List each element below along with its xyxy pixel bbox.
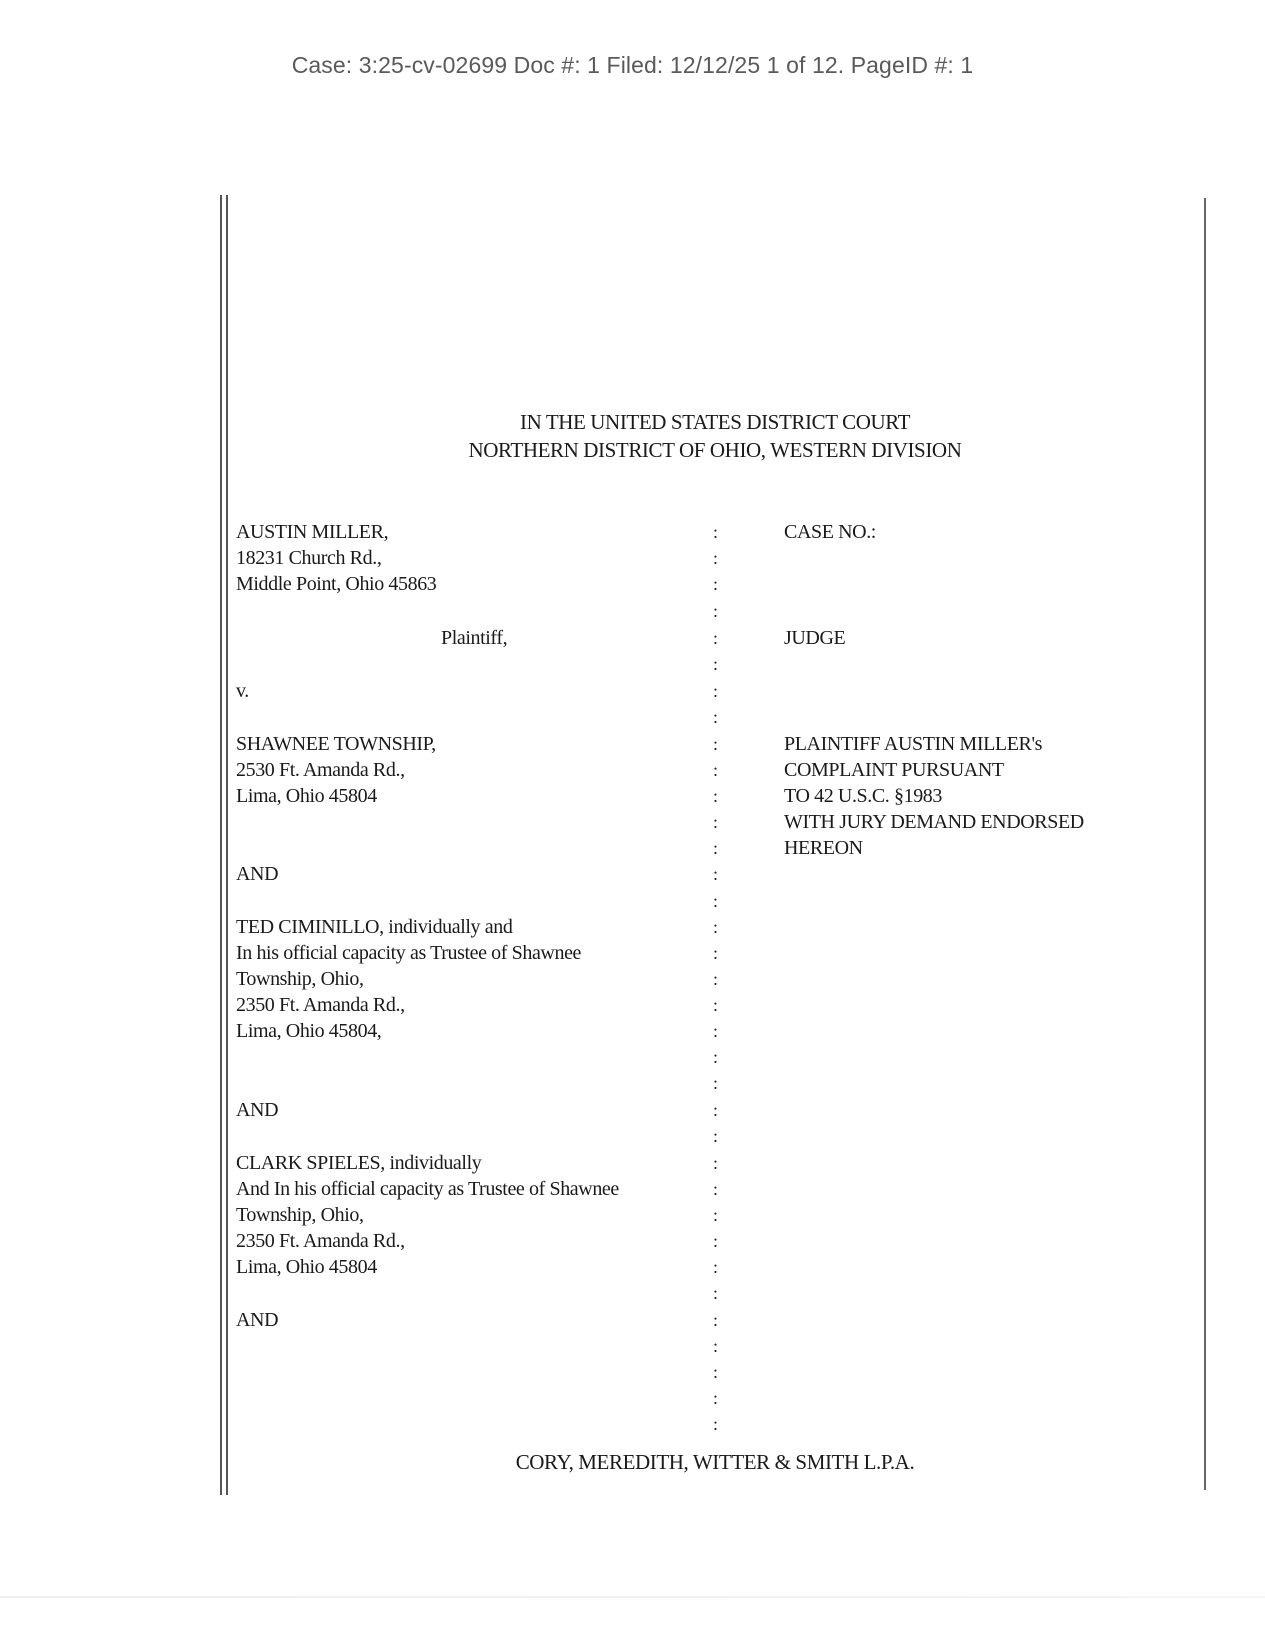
plaintiff-name: AUSTIN MILLER,: [236, 521, 389, 543]
defendant-3-line-3: Township, Ohio,: [236, 1204, 364, 1226]
law-firm-footer: CORY, MEREDITH, WITTER & SMITH L.P.A.: [515, 1450, 915, 1474]
colon: :: [713, 995, 719, 1015]
case-number-label: CASE NO.:: [784, 521, 876, 543]
colon: :: [713, 1126, 719, 1146]
defendant-1-line-1: SHAWNEE TOWNSHIP,: [236, 733, 436, 755]
defendant-3-line-5: Lima, Ohio 45804: [236, 1256, 377, 1278]
complaint-title-line-2: COMPLAINT PURSUANT: [784, 759, 1004, 781]
defendant-2-line-3: Township, Ohio,: [236, 968, 364, 990]
colon: :: [713, 574, 719, 594]
defendant-3-line-1: CLARK SPIELES, individually: [236, 1152, 482, 1174]
colon: :: [713, 707, 719, 727]
colon: :: [713, 1388, 719, 1408]
complaint-title-line-5: HEREON: [784, 837, 863, 859]
colon: :: [713, 1047, 719, 1067]
colon: :: [713, 1283, 719, 1303]
colon: :: [713, 786, 719, 806]
plaintiff-address-1: 18231 Church Rd.,: [236, 547, 382, 569]
colon: :: [713, 628, 719, 648]
complaint-title-line-1: PLAINTIFF AUSTIN MILLER's: [784, 733, 1043, 755]
colon: :: [713, 943, 719, 963]
defendant-2-line-5: Lima, Ohio 45804,: [236, 1020, 382, 1042]
judge-label: JUDGE: [784, 627, 846, 649]
colon: :: [713, 1205, 719, 1225]
defendant-3-line-4: 2350 Ft. Amanda Rd.,: [236, 1230, 405, 1252]
colon: :: [713, 1231, 719, 1251]
defendant-2-line-1: TED CIMINILLO, individually and: [236, 916, 513, 938]
colon: :: [713, 891, 719, 911]
colon: :: [713, 1100, 719, 1120]
defendant-1-line-3: Lima, Ohio 45804: [236, 785, 377, 807]
complaint-title-line-4: WITH JURY DEMAND ENDORSED: [784, 811, 1084, 833]
versus-label: v.: [236, 680, 249, 702]
colon: :: [713, 1310, 719, 1330]
plaintiff-role: Plaintiff,: [441, 627, 508, 649]
colon: :: [713, 1021, 719, 1041]
colon: :: [713, 1153, 719, 1173]
right-border-rule: [1204, 198, 1206, 1490]
court-line-1: IN THE UNITED STATES DISTRICT COURT: [519, 410, 911, 434]
complaint-title-line-3: TO 42 U.S.C. §1983: [784, 785, 943, 807]
defendant-3-line-2: And In his official capacity as Trustee of Shawnee: [236, 1178, 619, 1200]
ecf-header-stamp: Case: 3:25-cv-02699 Doc #: 1 Filed: 12/12/25 1 of 12. PageID #: 1: [291, 52, 974, 78]
colon: :: [713, 601, 719, 621]
left-border-rule-inner: [226, 195, 228, 1495]
and-label-2: AND: [236, 1099, 279, 1121]
colon: :: [713, 969, 719, 989]
left-border-rule: [220, 195, 222, 1495]
defendant-1-line-2: 2530 Ft. Amanda Rd.,: [236, 759, 405, 781]
colon: :: [713, 681, 719, 701]
and-label-3: AND: [236, 1309, 279, 1331]
colon: :: [713, 1362, 719, 1382]
colon: :: [713, 864, 719, 884]
defendant-2-line-2: In his official capacity as Trustee of Shawnee: [236, 942, 582, 964]
and-label-1: AND: [236, 863, 279, 885]
colon: :: [713, 917, 719, 937]
colon: :: [713, 760, 719, 780]
colon: :: [713, 654, 719, 674]
plaintiff-address-2: Middle Point, Ohio 45863: [236, 573, 437, 595]
colon: :: [713, 1073, 719, 1093]
colon: :: [713, 734, 719, 754]
colon: :: [713, 548, 719, 568]
colon: :: [713, 1257, 719, 1277]
scan-artifact-line: [0, 1596, 1265, 1598]
court-line-2: NORTHERN DISTRICT OF OHIO, WESTERN DIVISION: [468, 438, 962, 462]
colon: :: [713, 838, 719, 858]
colon: :: [713, 1179, 719, 1199]
defendant-2-line-4: 2350 Ft. Amanda Rd.,: [236, 994, 405, 1016]
court-title: [0, 408, 1265, 464]
colon: :: [713, 522, 719, 542]
colon: :: [713, 812, 719, 832]
colon: :: [713, 1414, 719, 1434]
colon: :: [713, 1336, 719, 1356]
